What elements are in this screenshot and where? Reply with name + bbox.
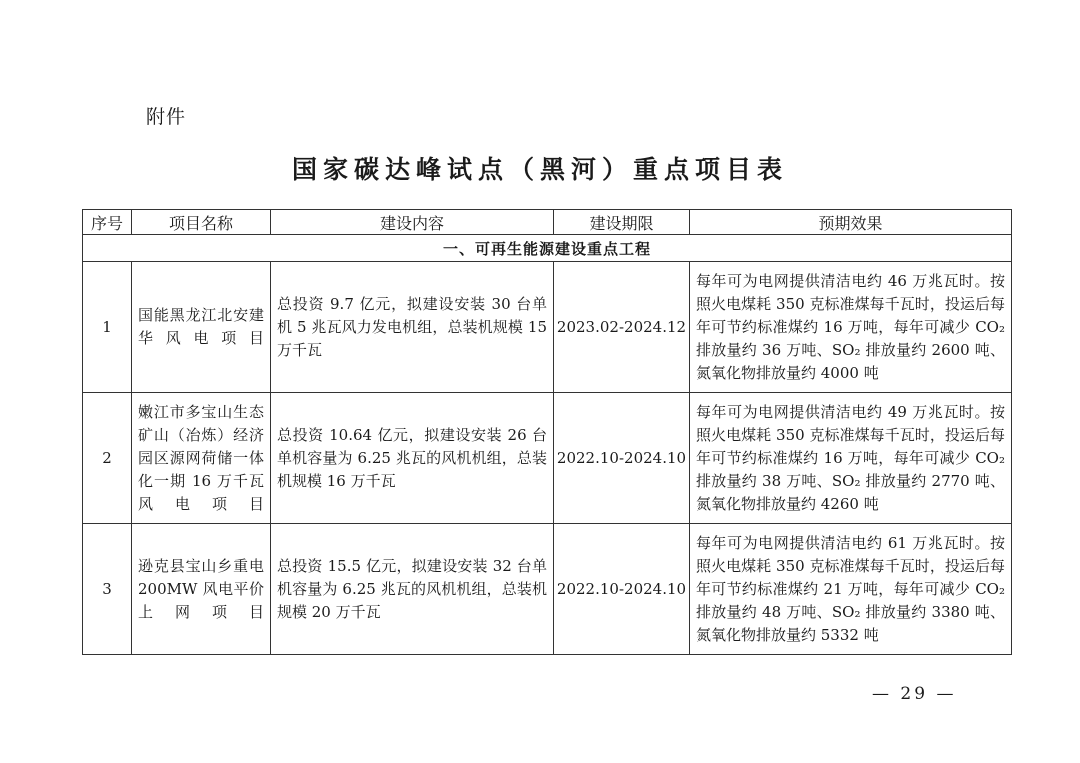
- project-name: 逊克县宝山乡重电 200MW 风电平价上网项目: [132, 524, 271, 655]
- section-title: 一、可再生能源建设重点工程: [83, 235, 1012, 262]
- attachment-label: 附件: [146, 106, 187, 128]
- project-effect: 每年可为电网提供清洁电约 61 万兆瓦时。按照火电煤耗 350 克标准煤每千瓦时，投运后每年可节约标准煤约 21 万吨，每年可减少 CO₂ 排放量约 48 万吨、SO₂ 排放量约 3380 吨、氮氧化物排放量约 5332 吨: [690, 524, 1012, 655]
- row-number: 1: [83, 262, 132, 393]
- header-period: 建设期限: [554, 210, 690, 235]
- project-content: 总投资 9.7 亿元，拟建设安装 30 台单机 5 兆瓦风力发电机组，总装机规模 15 万千瓦: [271, 262, 554, 393]
- row-number: 3: [83, 524, 132, 655]
- project-content: 总投资 10.64 亿元，拟建设安装 26 台单机容量为 6.25 兆瓦的风机机组，总装机规模 16 万千瓦: [271, 393, 554, 524]
- project-name: 嫩江市多宝山生态矿山（冶炼）经济园区源网荷储一体化一期 16 万千瓦风电项目: [132, 393, 271, 524]
- header-effect: 预期效果: [690, 210, 1012, 235]
- header-content: 建设内容: [271, 210, 554, 235]
- project-table: [82, 209, 1012, 655]
- project-effect: 每年可为电网提供清洁电约 49 万兆瓦时。按照火电煤耗 350 克标准煤每千瓦时，投运后每年可节约标准煤约 16 万吨，每年可减少 CO₂ 排放量约 38 万吨、SO₂ 排放量约 2770 吨、氮氧化物排放量约 4260 吨: [690, 393, 1012, 524]
- project-name: 国能黑龙江北安建华风电项目: [132, 262, 271, 393]
- row-number: 2: [83, 393, 132, 524]
- table-row: [83, 393, 1012, 524]
- header-name: 项目名称: [132, 210, 271, 235]
- header-no: 序号: [83, 210, 132, 235]
- page-number: — 29 —: [872, 684, 957, 704]
- header-row: [83, 210, 1012, 235]
- table-row: [83, 524, 1012, 655]
- section-row: [83, 235, 1012, 262]
- document-title: 国家碳达峰试点（黑河）重点项目表: [291, 155, 788, 184]
- project-period: 2022.10-2024.10: [554, 524, 690, 655]
- project-period: 2022.10-2024.10: [554, 393, 690, 524]
- project-effect: 每年可为电网提供清洁电约 46 万兆瓦时。按照火电煤耗 350 克标准煤每千瓦时，投运后每年可节约标准煤约 16 万吨，每年可减少 CO₂ 排放量约 36 万吨、SO₂ 排放量约 2600 吨、氮氧化物排放量约 4000 吨: [690, 262, 1012, 393]
- table-row: [83, 262, 1012, 393]
- project-content: 总投资 15.5 亿元，拟建设安装 32 台单机容量为 6.25 兆瓦的风机机组，总装机规模 20 万千瓦: [271, 524, 554, 655]
- project-period: 2023.02-2024.12: [554, 262, 690, 393]
